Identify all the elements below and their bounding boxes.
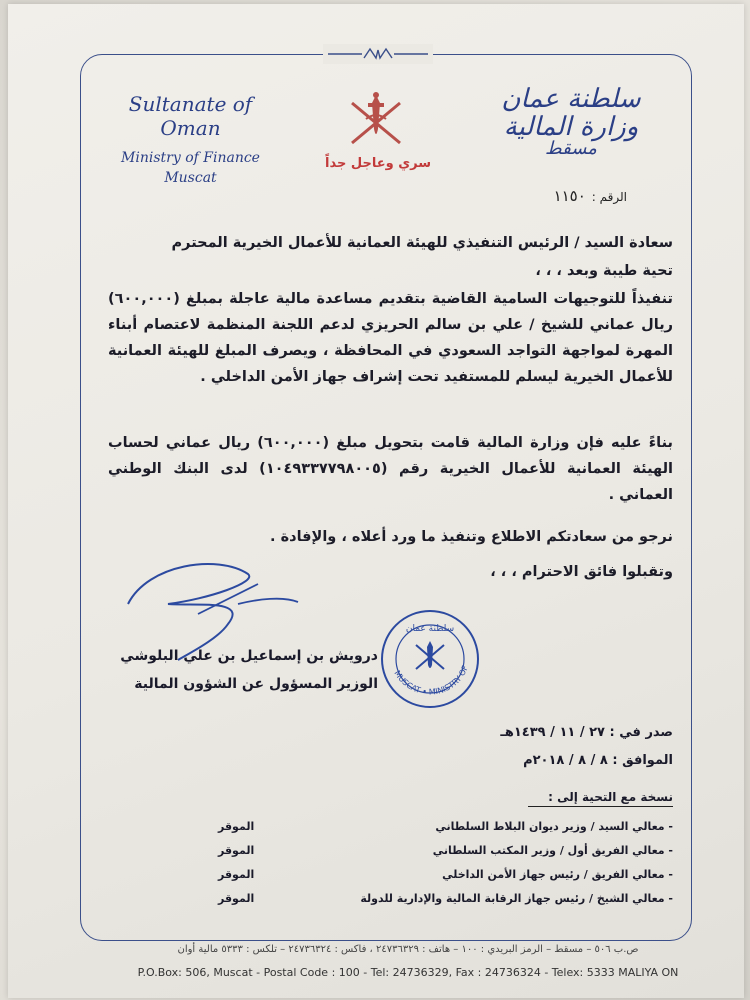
letterhead-country-ar: سلطنة عمان (501, 84, 641, 114)
list-item (218, 862, 673, 886)
list-item (218, 838, 673, 862)
honorific: الموقر (218, 843, 255, 857)
body-paragraph-1: تنفيذاً للتوجيهات السامية القاضية بتقديم مساعدة مالية عاجلة بمبلغ (٦٠٠,٠٠٠) ريال عماني للشيخ / علي بن سالم الحريزي لدعم اللجنة المنظمة لاعتصام أبناء المهرة لمواجهة التواجد السعودي في المحافظة ، ويصرف المبلغ للهيئة العمانية للأعمال الخيرية ليسلم للمستفيد تحت إشراف جهاز الأمن الداخلي . (108, 291, 673, 385)
letterhead-ministry-ar: وزارة المالية (503, 112, 639, 142)
top-ornament (323, 44, 433, 64)
hijri-date: صدر في : ٢٧ / ١١ / ١٤٣٩هـ (500, 725, 673, 740)
recipient: - معالي الفريق / رئيس جهاز الأمن الداخلي (442, 867, 673, 881)
body-paragraph-2: بناءً عليه فإن وزارة المالية قامت بتحويل مبلغ (٦٠٠,٠٠٠) ريال عماني لحساب الهيئة العمانية للأعمال الخيرية رقم (١٠٤٩٣٣٧٧٩٨٠٠٥) لدى البنك الوطني العماني . (108, 435, 673, 503)
reference-number (554, 187, 627, 205)
date-block (428, 719, 673, 775)
closing-regards: وتقبلوا فائق الاحترام ، ، ، (490, 564, 673, 580)
letterhead-city: Muscat (164, 170, 217, 186)
recipient: - معالي الشيخ / رئيس جهاز الرقابة المالية والإدارية للدولة (360, 891, 673, 905)
addressee-line: سعادة السيد / الرئيس التنفيذي للهيئة العمانية للأعمال الخيرية المحترم (171, 235, 673, 251)
letterhead-country: Sultanate of Oman (128, 92, 253, 140)
seal-text: MUSCAT • MINISTRY OF (392, 664, 470, 697)
national-emblem-icon (344, 89, 408, 155)
footer-address-arabic: ص.ب ٥٠٦ – مسقط – الرمز البريدي : ١٠٠ – هاتف : ٢٤٧٣٦٣٢٩ ، فاكس : ٢٤٧٣٦٣٢٤ – تلكس : ٥٣٣٣ مالية أوان (177, 944, 639, 955)
letterhead-city-ar: مسقط (545, 138, 597, 159)
list-item (218, 814, 673, 838)
honorific: الموقر (218, 819, 255, 833)
footer-address-english: P.O.Box: 506, Muscat - Postal Code : 100 - Tel: 24736329, Fax : 24736324 - Telex: 5333 MALIYA ON (137, 966, 679, 979)
english-letterhead (98, 92, 283, 186)
signatory-block (88, 642, 378, 698)
honorific: الموقر (218, 891, 255, 905)
letterhead-ministry: Ministry of Finance (121, 150, 260, 166)
reference-value: ١١٥٠ (553, 187, 586, 205)
copies-list (218, 814, 673, 910)
honorific: الموقر (218, 867, 255, 881)
recipient: - معالي الفريق أول / وزير المكتب السلطاني (432, 843, 673, 857)
ministry-seal (378, 607, 482, 715)
classification-stamp: سري وعاجل جداً (325, 156, 431, 171)
addressee-block (108, 229, 673, 285)
gregorian-date: الموافق : ٨ / ٨ / ٢٠١٨م (523, 753, 673, 768)
letter-sheet (8, 4, 744, 998)
recipient: - معالي السيد / وزير ديوان البلاط السلطاني (435, 819, 673, 833)
signatory-title: الوزير المسؤول عن الشؤون المالية (134, 676, 378, 692)
signatory-name: درويش بن إسماعيل بن علي البلوشي (120, 648, 378, 664)
reference-label: الرقم : (591, 190, 627, 204)
seal-arabic-text: سلطنة عمان (405, 624, 455, 634)
greeting-line: تحية طيبة وبعد ، ، ، (535, 263, 673, 279)
copies-heading: نسخة مع التحية إلى : (528, 790, 673, 807)
list-item (218, 886, 673, 910)
closing-request: نرجو من سعادتكم الاطلاع وتنفيذ ما ورد أعلاه ، والإفادة . (270, 529, 673, 545)
arabic-letterhead (476, 84, 666, 159)
